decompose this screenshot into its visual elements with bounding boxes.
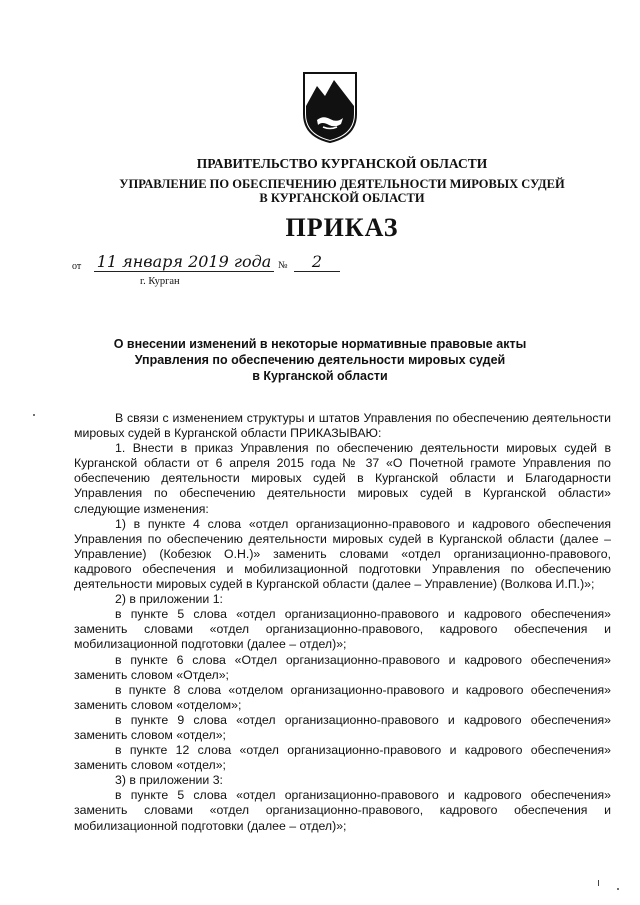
body-paragraph: В связи с изменением структуры и штатов Управления по обеспечению деятельности мировых судей в Курганской области ПРИКАЗЫВАЮ: [74, 411, 611, 441]
body-paragraph: 3) в приложении 3: [115, 773, 223, 788]
order-date-line [72, 253, 372, 275]
number-label: № [278, 260, 288, 271]
body-paragraph: в пункте 8 слова «отделом организационно-правового и кадрового обеспечения» заменить словом «отделом»; [74, 682, 611, 712]
order-subject [0, 336, 640, 384]
scan-speck [598, 880, 599, 886]
government-name: ПРАВИТЕЛЬСТВО КУРГАНСКОЙ ОБЛАСТИ [196, 156, 488, 171]
handwritten-date: 11 января 2019 года [94, 253, 274, 272]
document-title: ПРИКАЗ [285, 213, 399, 242]
subject-line: Управления по обеспечению деятельности мировых судей [134, 353, 506, 367]
body-paragraph: в пункте 5 слова «отдел организационно-правового и кадрового обеспечения» заменить словами «отдел организационно-правового, кадрового обеспечения и мобилизационной подготовки (далее – отдел)»; [74, 607, 611, 652]
scan-speck [33, 414, 35, 416]
body-paragraph: 1) в пункте 4 слова «отдел организационно-правового и кадрового обеспечения Управления по обеспечению деятельности мировых судей в Курганской области (далее – Управление) (Кобезюк О.Н.)» заменить словами «отдел организационно-правового, кадрового обеспечения и мобилизационной подготовки Управления по обеспечению деятельности мировых судей в Курганской области (далее – Управление) (Волкова И.П.)»; [74, 516, 611, 592]
body-paragraph: 2) в приложении 1: [115, 592, 223, 607]
department-name-line2: В КУРГАНСКОЙ ОБЛАСТИ [259, 191, 425, 205]
city-name: г. Курган [140, 276, 180, 287]
body-paragraph: в пункте 12 слова «отдел организационно-правового и кадрового обеспечения» заменить словом «отдел»; [74, 743, 611, 773]
body-paragraph: 1. Внести в приказ Управления по обеспечению деятельности мировых судей в Курганской области от 6 апреля 2015 года № 37 «О Почетной грамоте Управления по обеспечению деятельности мировых судей в Курганской области и Благодарности Управления по обеспечению деятельности мировых судей в Курганской области» следующие изменения: [74, 441, 611, 516]
coat-of-arms-icon [301, 70, 359, 144]
handwritten-number: 2 [294, 253, 340, 272]
date-prefix: от [72, 261, 82, 272]
body-paragraph: в пункте 5 слова «отдел организационно-правового и кадрового обеспечения» заменить словами «отдел организационно-правового, кадрового обеспечения и мобилизационной подготовки (далее – отдел)»; [74, 788, 611, 833]
scan-speck [617, 888, 619, 890]
department-name-line1: УПРАВЛЕНИЕ ПО ОБЕСПЕЧЕНИЮ ДЕЯТЕЛЬНОСТИ МИРОВЫХ СУДЕЙ [119, 177, 565, 191]
subject-line: в Курганской области [252, 369, 388, 383]
order-body [74, 411, 611, 834]
subject-line: О внесении изменений в некоторые нормативные правовые акты [113, 337, 527, 351]
body-paragraph: в пункте 9 слова «отдел организационно-правового и кадрового обеспечения» заменить словом «отдел»; [74, 712, 611, 742]
body-paragraph: в пункте 6 слова «Отдел организационно-правового и кадрового обеспечения» заменить словом «Отдел»; [74, 652, 611, 682]
